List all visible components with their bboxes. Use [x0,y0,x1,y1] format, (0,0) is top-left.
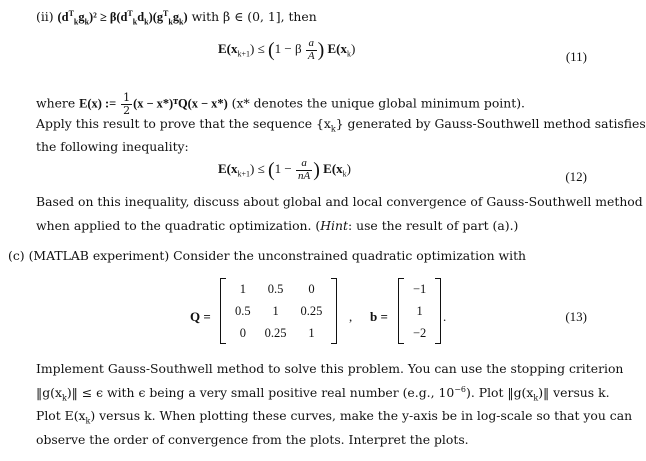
q-cell: 1 [239,281,246,296]
discuss-text-line-2: when applied to the quadratic optimization. (Hint: use the result of part (a).) [36,218,519,233]
b-cell: −1 [413,281,427,296]
condition-expression: $(d^T_kg_k)^2 \ge \beta(d^T_kd_k)(g^T_kg_k)$ [57,9,188,27]
q-label: Q = [190,309,211,324]
apply-text-line-2: the following inequality: [36,139,189,154]
q-cell: 0.5 [235,303,251,318]
q-cell: 0.25 [300,303,323,318]
q-matrix [220,278,337,344]
q-cell: 0.25 [264,325,287,340]
q-cell: 1 [272,303,279,318]
equation-12: $E(x_{k+1}) \le (1$ − $\frac{a}{nA}$ ) $E(x_k)$ [218,157,351,182]
matrix-separator: , [349,309,353,324]
equation-11: $E(x_{k+1}) \le (1 - \beta$ $\frac{a}{A}$ ) $E(x_k)$ [218,37,356,62]
implement-text-line-3: Plot $E(x_k)$ versus k. When plotting these curves, make the y-axis be in log-scale so that you can [36,408,633,426]
part-c-label: (c) [8,248,25,263]
equation-number-11: (11) [565,49,587,64]
b-cell: −2 [413,325,427,340]
b-cell: 1 [416,303,423,318]
equation-number-13: (13) [565,309,587,324]
condition-text: with β ∈ (0, 1], then [191,9,317,25]
q-cell: 1 [308,325,315,340]
equation-end-period: . [443,309,447,324]
q-cell: 0.5 [267,281,284,296]
implement-text-line-1: Implement Gauss-Southwell method to solve this problem. You can use the stopping criterion [36,361,624,376]
apply-text-line-1: Apply this result to prove that the sequence $\{x_k\}$ generated by Gauss-Southwell method satisfies [36,116,646,134]
item-ii-line [36,10,317,27]
implement-text-line-4: observe the order of convergence from the plots. Interpret the plots. [36,432,469,447]
part-c-line [8,250,526,262]
implement-text-line-2: $‖g(x_k)‖ \le \epsilon$ with ϵ being a very small positive real number (e.g., $10^{-6}$). Plot $‖g(x_k)‖$ versus k. [36,385,610,403]
where-line: where E(x) := $\frac{1}{2}$ (x − x*)ᵀQ(x − x*) (x* denotes the unique global minimum point). [36,91,525,117]
part-c-text: (MATLAB experiment) Consider the unconstrained quadratic optimization with [28,248,527,263]
b-vector [398,278,441,344]
b-label: b = [370,309,388,324]
q-cell: 0 [308,281,315,296]
equation-number-12: (12) [565,169,587,184]
item-ii-label: (ii) [36,9,54,25]
discuss-text-line-1: Based on this inequality, discuss about global and local convergence of Gauss-Southwell method [36,194,643,209]
q-cell: 0 [239,325,246,340]
